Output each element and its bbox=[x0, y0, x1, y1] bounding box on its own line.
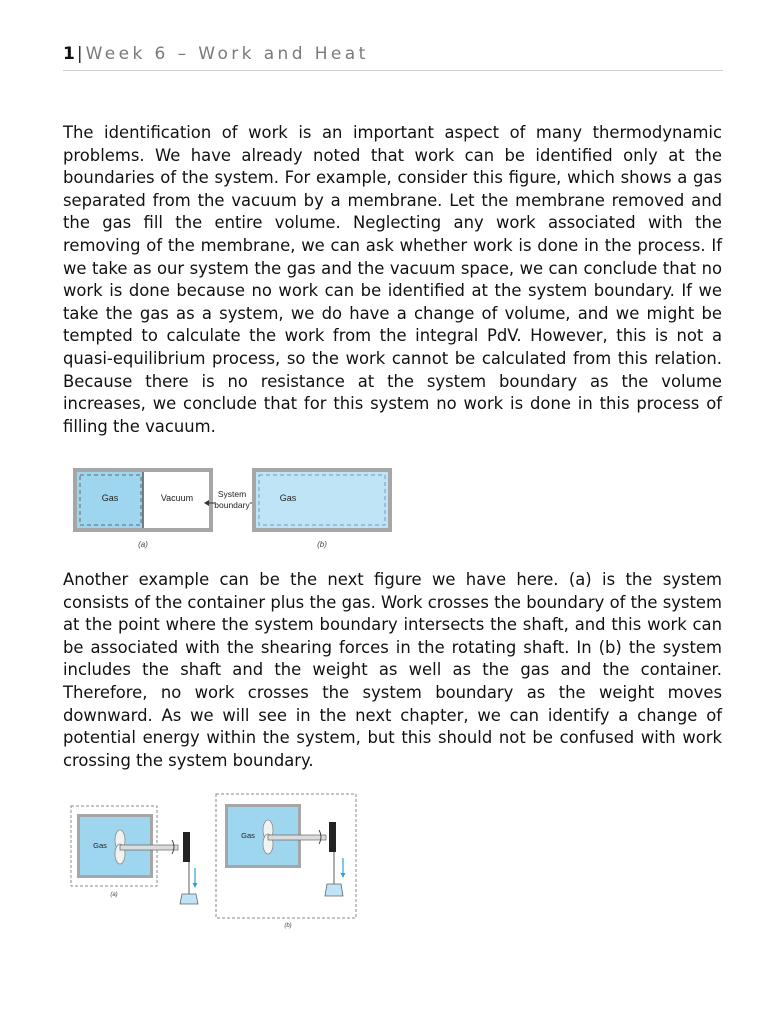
page-header bbox=[63, 44, 723, 71]
gas-label-a: Gas bbox=[101, 493, 119, 503]
figure-gas-vacuum-drawing bbox=[63, 458, 403, 554]
gas-label-b: Gas bbox=[241, 831, 255, 840]
header-separator: | bbox=[76, 44, 83, 64]
caption-a: (a) bbox=[138, 540, 148, 549]
down-arrowhead-a bbox=[193, 883, 198, 888]
gas-label-a: Gas bbox=[93, 841, 107, 850]
page-number: 1 bbox=[63, 44, 75, 64]
pulley-a bbox=[183, 832, 190, 862]
gas-label-b: Gas bbox=[279, 493, 297, 503]
boundary-label-line2: boundary bbox=[214, 500, 250, 510]
gas-region-b bbox=[256, 472, 388, 528]
shaft-b bbox=[268, 835, 326, 840]
caption-b: (b) bbox=[317, 540, 327, 549]
weight-a bbox=[180, 894, 198, 904]
figure-paddle-wheel-drawing bbox=[63, 786, 363, 932]
vacuum-label: Vacuum bbox=[160, 493, 194, 503]
caption-b: (b) bbox=[284, 923, 292, 929]
down-arrowhead-b bbox=[341, 873, 346, 878]
figure-paddle-wheel bbox=[63, 786, 363, 932]
caption-a: (a) bbox=[110, 892, 118, 898]
header-title: Week 6 – Work and Heat bbox=[85, 44, 369, 64]
pulley-b bbox=[329, 822, 336, 852]
boundary-label-line1: System bbox=[217, 489, 247, 499]
figure-gas-vacuum bbox=[63, 458, 403, 554]
paragraph-shaft-example: Another example can be the next figure we have here. (a) is the system consists of the container plus the gas. Work crosses the boundary of the system at the point where the system boundary intersects the shaft, and this work can be associated with the shearing forces in the rotating shaft. In (b) the system includes the shaft and the weight as well as the gas and the container. Therefore, no work crosses the system boundary as the weight moves downward. As we will see in the next chapter, we can identify a change of potential energy within the system, but this should not be confused with work crossing the system boundary. bbox=[63, 570, 722, 770]
paragraph-work-identification: The identification of work is an important aspect of many thermodynamic problems. We have already noted that work can be identified only at the boundaries of the system. For example, consider this figure, which shows a gas separated from the vacuum by a membrane. Let the membrane removed and the gas fill the entire volume. Neglecting any work associated with the removing of the membrane, we can ask whether work is done in the process. If we take as our system the gas and the vacuum space, we can conclude that no work is done because no work can be identified at the system boundary. If we take the gas as a system, we do have a change of volume, and we might be tempted to calculate the work from the integral PdV. However, this is not a quasi-equilibrium process, so the work cannot be calculated from this relation. Because there is no resistance at the system boundary as the volume increases, we conclude that for this system no work is done in this process of filling the vacuum. bbox=[63, 123, 722, 436]
shaft-a bbox=[120, 845, 178, 850]
weight-b bbox=[325, 884, 343, 896]
